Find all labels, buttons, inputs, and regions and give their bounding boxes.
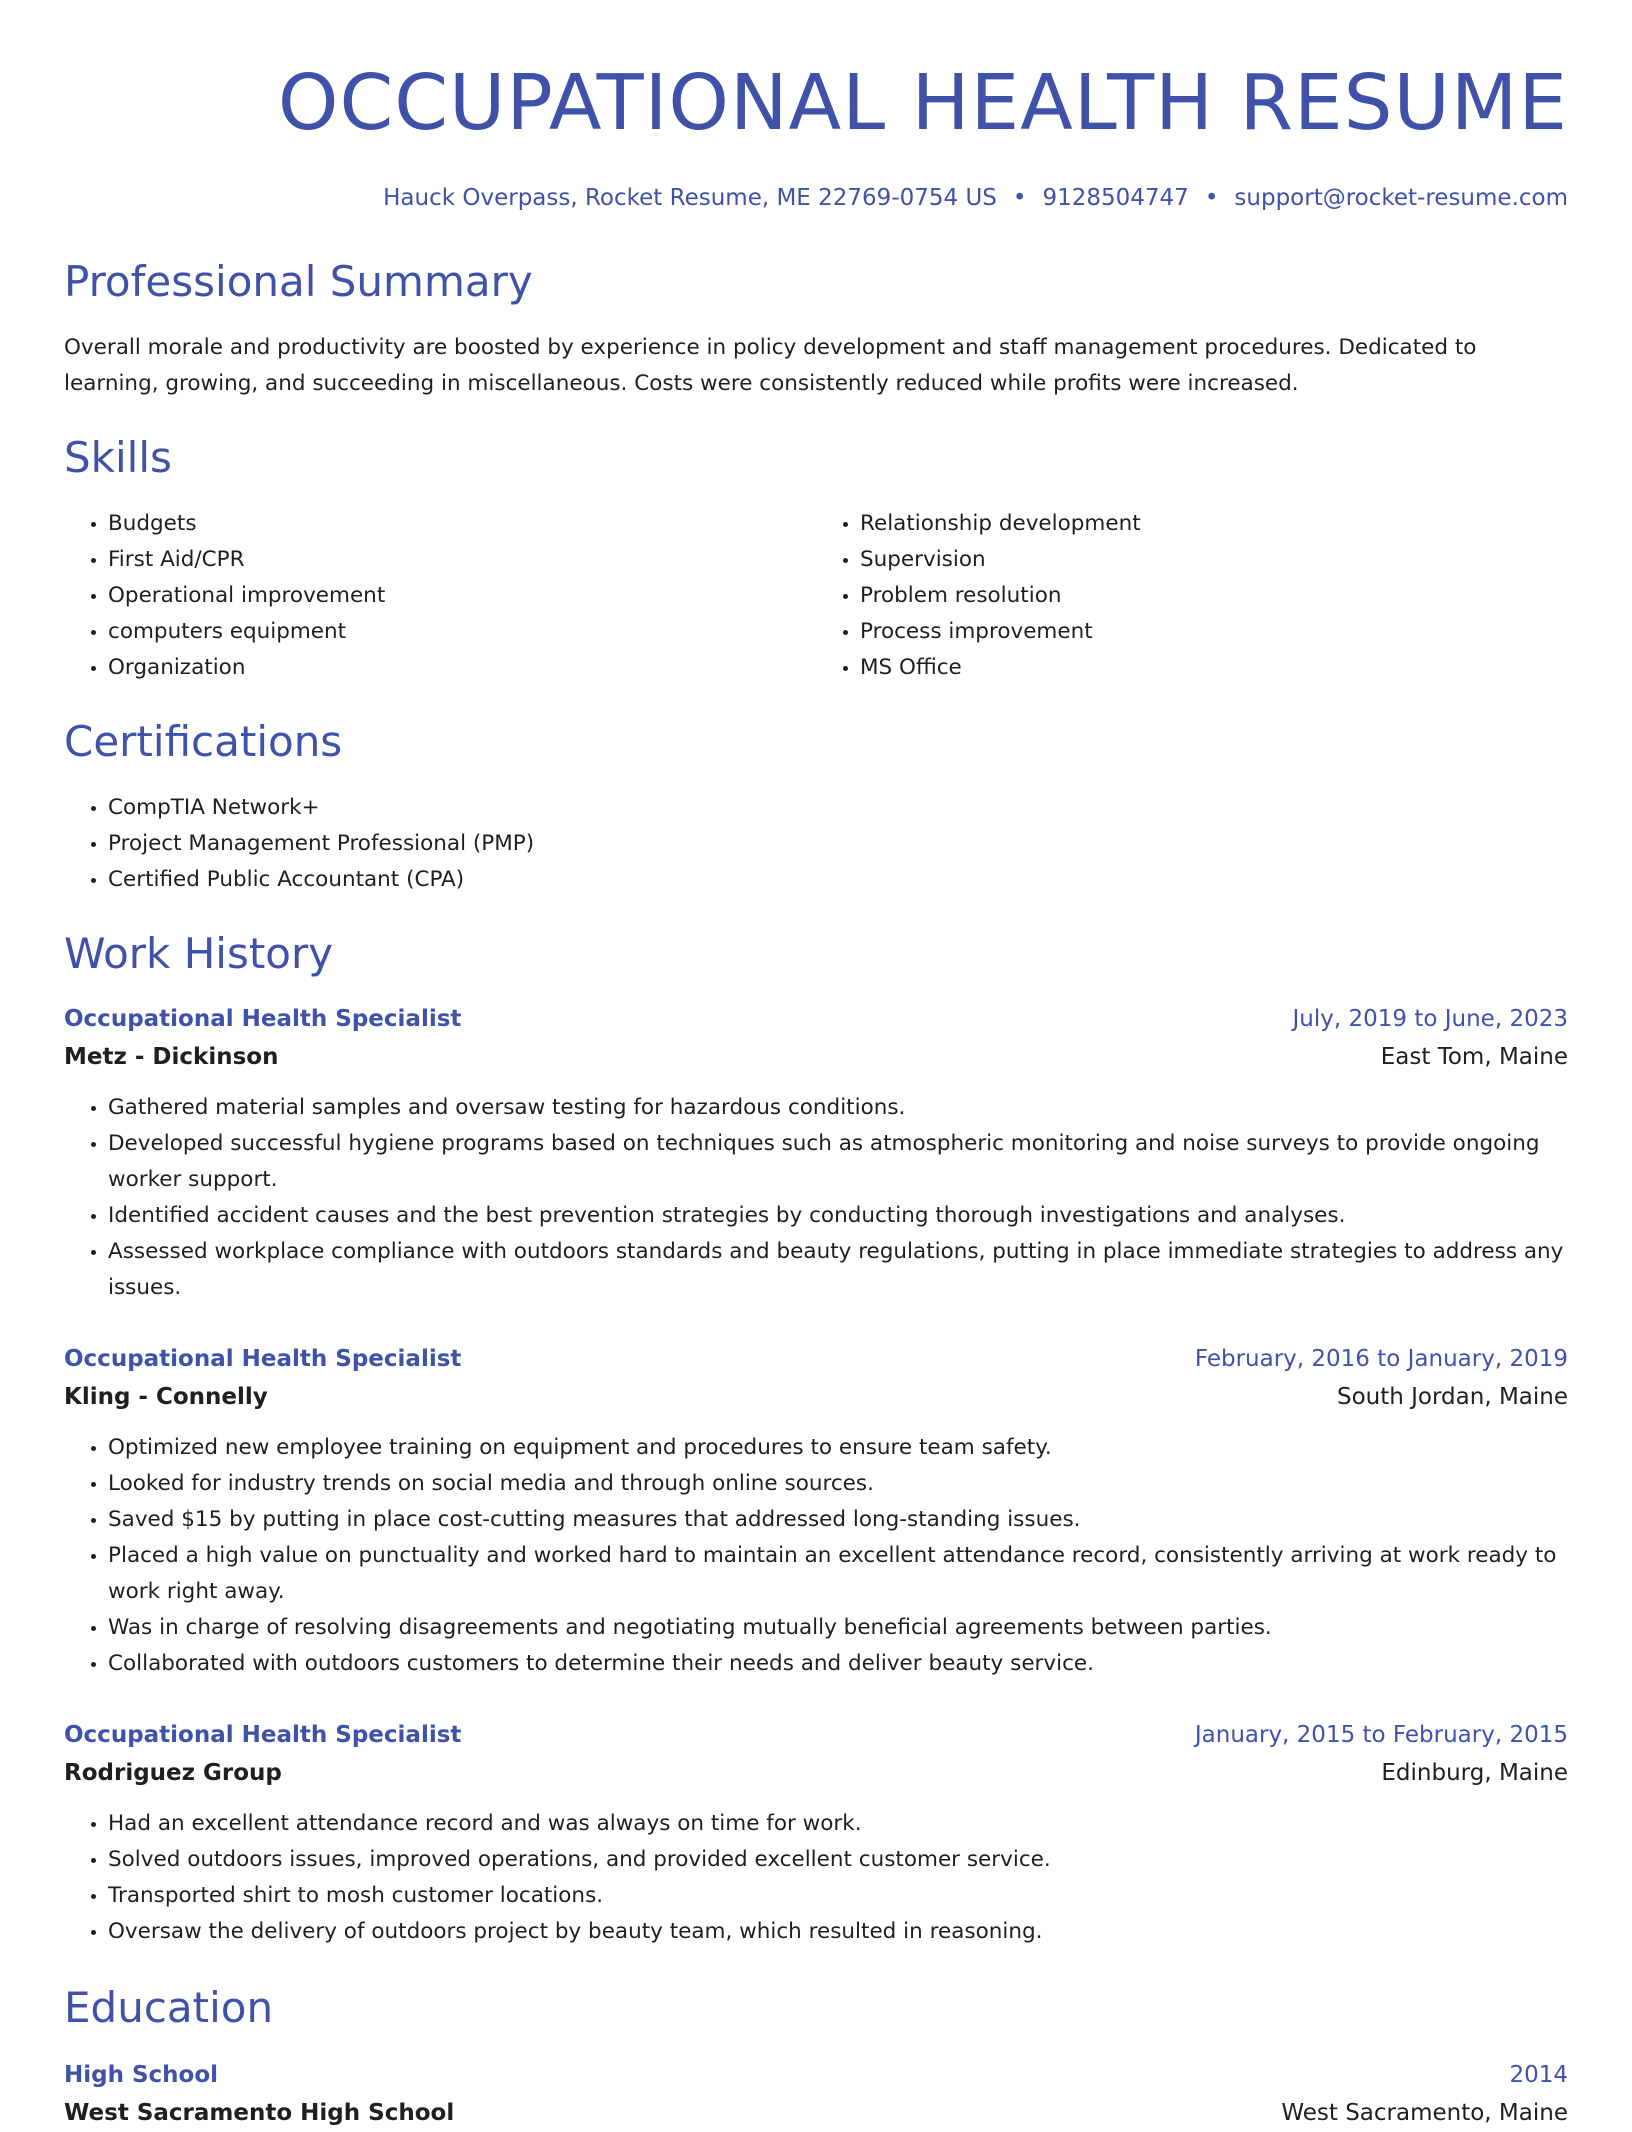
contact-email: support@rocket-resume.com (1234, 185, 1568, 211)
certification-item: • CompTIA Network+ (108, 790, 1568, 826)
job-company-row (64, 1038, 1568, 1076)
skill-item: • Operational improvement (108, 578, 816, 614)
job-bullet: • Assessed workplace compliance with outdoors standards and beauty regulations, putting in place immediate strategies to address any issues. (108, 1234, 1568, 1306)
job-bullet: • Was in charge of resolving disagreements and negotiating mutually beneficial agreements between parties. (108, 1610, 1568, 1646)
job-title: Occupational Health Specialist (64, 1722, 462, 1748)
education-heading: Education (64, 1983, 274, 2032)
job-entry (64, 1716, 1568, 1950)
certifications-heading: Certifications (64, 717, 343, 766)
job-location: East Tom, Maine (1380, 1044, 1568, 1070)
job-bullets (64, 1090, 1568, 1306)
job-dates: July, 2019 to June, 2023 (1292, 1006, 1568, 1032)
skill-item: • Process improvement (860, 614, 1568, 650)
job-entry (64, 1340, 1568, 1682)
skill-item: • MS Office (860, 650, 1568, 686)
skill-item: • First Aid/CPR (108, 542, 816, 578)
education-entry (64, 2056, 1568, 2132)
skill-item: • computers equipment (108, 614, 816, 650)
job-bullet: • Collaborated with outdoors customers to determine their needs and deliver beauty service. (108, 1646, 1568, 1682)
skill-item: • Relationship development (860, 506, 1568, 542)
resume-title: OCCUPATIONAL HEALTH RESUME (277, 59, 1568, 148)
job-bullet: • Placed a high value on punctuality and worked hard to maintain an excellent attendance record, consistently arriving at work ready to work right away. (108, 1538, 1568, 1610)
job-location: Edinburg, Maine (1381, 1760, 1568, 1786)
job-bullet: • Transported shirt to mosh customer locations. (108, 1878, 1568, 1914)
summary-text: Overall morale and productivity are boosted by experience in policy development and staff management procedures. Dedicated to learning, growing, and succeeding in miscellaneous. Costs were consistently reduced while profits were increased. (64, 335, 1477, 396)
job-company-row (64, 1378, 1568, 1416)
job-dates: January, 2015 to February, 2015 (1194, 1722, 1568, 1748)
job-company: Kling - Connelly (64, 1384, 268, 1410)
skills-list-left (64, 506, 816, 686)
certifications-list (64, 790, 1568, 898)
education-location: West Sacramento, Maine (1281, 2100, 1568, 2126)
job-header-row (64, 1340, 1568, 1378)
job-header-row (64, 1716, 1568, 1754)
job-bullets (64, 1806, 1568, 1950)
job-title: Occupational Health Specialist (64, 1006, 462, 1032)
job-bullet: • Had an excellent attendance record and was always on time for work. (108, 1806, 1568, 1842)
contact-separator: • (1204, 185, 1219, 211)
job-bullets (64, 1430, 1568, 1682)
certification-item: • Certified Public Accountant (CPA) (108, 862, 1568, 898)
job-entry (64, 1000, 1568, 1306)
job-bullet: • Identified accident causes and the best prevention strategies by conducting thorough investigations and analyses. (108, 1198, 1568, 1234)
contact-line (64, 182, 1568, 214)
skill-item: • Supervision (860, 542, 1568, 578)
job-bullet: • Optimized new employee training on equipment and procedures to ensure team safety. (108, 1430, 1568, 1466)
skills-grid (64, 506, 1568, 686)
job-title: Occupational Health Specialist (64, 1346, 462, 1372)
skills-list-right (816, 506, 1568, 686)
summary-heading: Professional Summary (64, 257, 533, 306)
resume-page (64, 0, 1568, 2132)
job-bullet: • Oversaw the delivery of outdoors project by beauty team, which resulted in reasoning. (108, 1914, 1568, 1950)
job-bullet: • Developed successful hygiene programs based on techniques such as atmospheric monitoring and noise surveys to provide ongoing worker support. (108, 1126, 1568, 1198)
job-dates: February, 2016 to January, 2019 (1194, 1346, 1568, 1372)
contact-phone: 9128504747 (1042, 185, 1189, 211)
education-degree: High School (64, 2062, 219, 2088)
education-header-row (64, 2056, 1568, 2094)
certification-item: • Project Management Professional (PMP) (108, 826, 1568, 862)
education-school-row (64, 2094, 1568, 2132)
job-bullet: • Gathered material samples and oversaw testing for hazardous conditions. (108, 1090, 1568, 1126)
skill-item: • Organization (108, 650, 816, 686)
work-history-heading: Work History (64, 929, 334, 978)
contact-address: Hauck Overpass, Rocket Resume, ME 22769-0754 US (383, 185, 997, 211)
job-company-row (64, 1754, 1568, 1792)
job-bullet: • Looked for industry trends on social media and through online sources. (108, 1466, 1568, 1502)
contact-separator: • (1012, 185, 1027, 211)
job-bullet: • Saved $15 by putting in place cost-cutting measures that addressed long-standing issues. (108, 1502, 1568, 1538)
skill-item: • Budgets (108, 506, 816, 542)
job-company: Rodriguez Group (64, 1760, 282, 1786)
job-company: Metz - Dickinson (64, 1044, 279, 1070)
job-bullet: • Solved outdoors issues, improved operations, and provided excellent customer service. (108, 1842, 1568, 1878)
education-year: 2014 (1509, 2062, 1568, 2088)
skills-heading: Skills (64, 433, 172, 482)
job-location: South Jordan, Maine (1336, 1384, 1568, 1410)
education-school: West Sacramento High School (64, 2100, 455, 2126)
skill-item: • Problem resolution (860, 578, 1568, 614)
job-header-row (64, 1000, 1568, 1038)
